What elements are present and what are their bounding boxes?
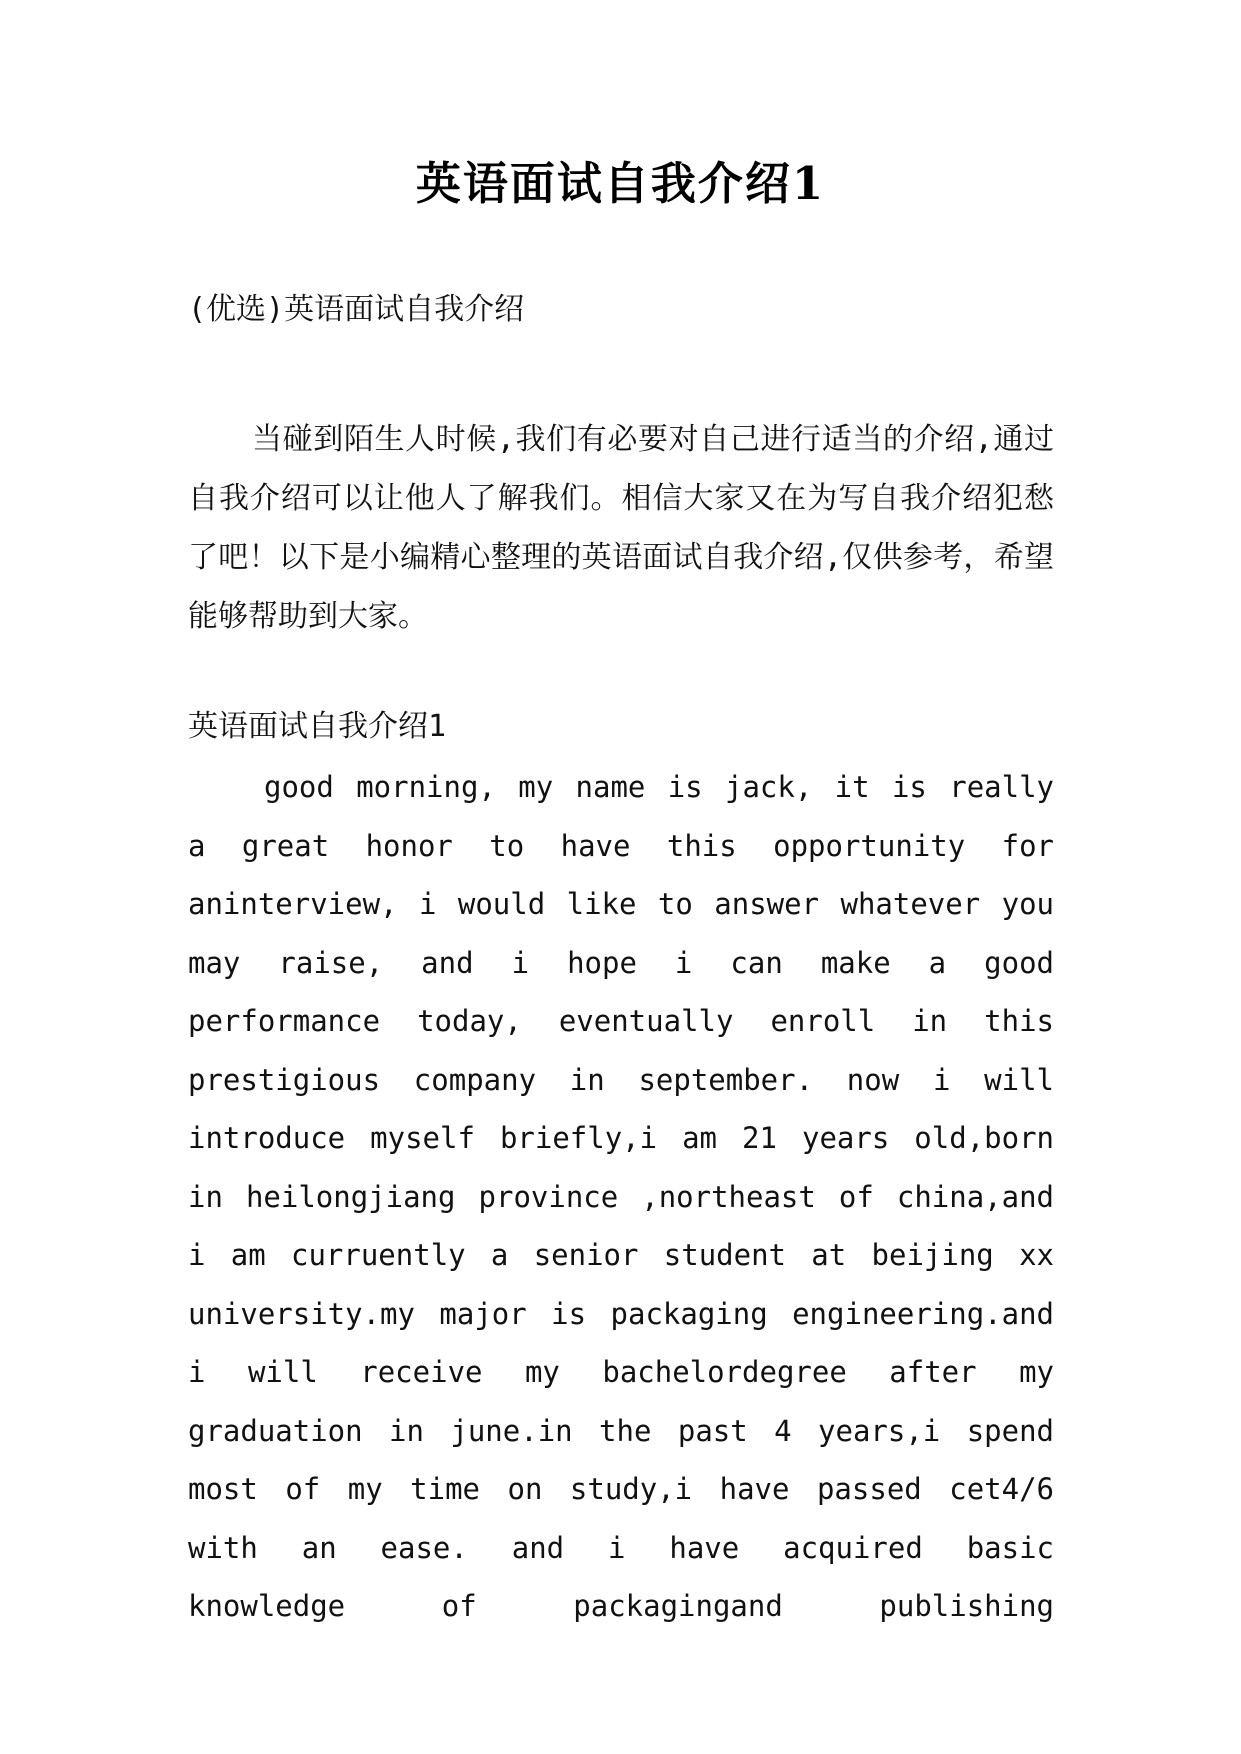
intro-paragraph: 当碰到陌生人时候,我们有必要对自己进行适当的介绍,通过自我介绍可以让他人了解我们。相信大家又在为写自我介绍犯愁了吧！以下是小编精心整理的英语面试自我介绍,仅供参考，希望能够帮助到大家。 — [188, 422, 1054, 634]
document-title: 英语面试自我介绍1 — [415, 157, 826, 210]
section-heading: 英语面试自我介绍1 — [188, 709, 447, 744]
english-intro-paragraph: good morning, my name is jack, it is really a great honor to have this opportunity for aninterview, i would like to answer whatever you may raise, and i hope i can make a good performance today, eventually enroll in this prestigious company in september. now i will introduce myself briefly,i am 21 years old,born in heilongjiang province ,northeast of china,and i am curruently a senior student at beijing xx university.my major is packaging engineering.and i will receive my bachelordegree after my graduation in june.in the past 4 years,i spend most of my time on study,i have passed cet4/6 with an ease. and i have acquired basic knowledge of packagingand publishing — [188, 770, 1054, 1623]
document-subtitle: (优选)英语面试自我介绍 — [188, 292, 525, 327]
